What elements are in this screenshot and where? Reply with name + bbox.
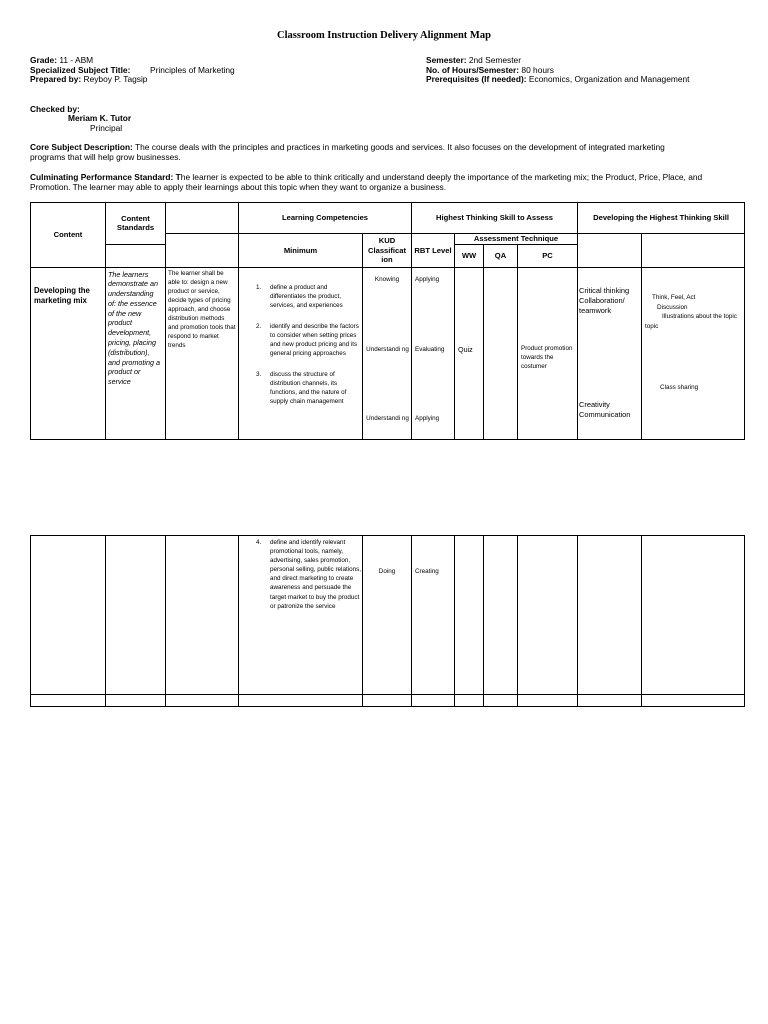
performance-standards-cell: The learner shall be able to: design a new product or service, decide types of pricing approach, and choose distribution methods and promotion tools that respond to market trends — [166, 267, 239, 439]
rbt-value: Creating — [415, 568, 439, 575]
culminating-lead: T — [175, 172, 181, 182]
prepared-line — [30, 74, 147, 84]
checked-name: Meriam K. Tutor — [68, 113, 132, 123]
header-developing-skill: Developing the Highest Thinking Skill — [578, 203, 745, 234]
skills-group: Critical thinking Collaboration/ teamwork — [579, 285, 630, 315]
kud-value: Knowing — [374, 275, 400, 283]
header-learning-competencies: Learning Competencies — [239, 203, 412, 234]
culminating-standard — [30, 172, 710, 192]
pc-cell — [518, 267, 578, 439]
core-label: Core Subject Description: — [30, 142, 133, 152]
core-text: The course deals with the principles and practices in marketing goods and services. It also focuses on the development of integrated marketing programs that will help grow businesses. — [30, 142, 665, 162]
rbt-value: Applying — [415, 414, 440, 422]
header-kud: KUD Classificat ion — [363, 234, 412, 268]
checked-role: Principal — [90, 123, 123, 133]
kud-cell — [363, 267, 412, 439]
header-highest-thinking-skill: Highest Thinking Skill to Assess — [412, 203, 578, 234]
competency-item: 3. discuss the structure of distribution channels, its functions, and the nature of supply chain management — [256, 371, 347, 406]
ww-cell — [455, 267, 484, 439]
header-minimum: Minimum — [239, 234, 363, 268]
strategy-item: topic — [645, 322, 659, 330]
minimum-competencies-cell — [239, 267, 363, 439]
grade-line — [30, 55, 93, 65]
semester-value: 2nd Semester — [468, 55, 521, 65]
strategy-item: Think, Feel, Act — [652, 293, 696, 301]
prereq-label: Prerequisites (If needed): — [426, 74, 527, 84]
ww-value: Quiz — [458, 344, 473, 354]
culminating-label: Culminating Performance Standard: — [30, 172, 174, 182]
competency-item: 2. identify and describe the factors to consider when setting prices and new product pricing and its general pricing approaches — [256, 322, 359, 358]
strategy-item: Illustrations about the topic — [662, 312, 737, 320]
rbt-cell — [412, 267, 455, 439]
header-ww: WW — [455, 244, 484, 267]
minimum-competencies-cell — [239, 536, 363, 695]
strategy-item: Class sharing — [660, 383, 699, 391]
qa-cell — [484, 267, 518, 439]
semester-line — [426, 55, 521, 65]
prepared-value: Reyboy P. Tagsip — [83, 74, 148, 84]
grade-label: Grade: — [30, 55, 57, 65]
hours-value: 80 hours — [521, 65, 554, 75]
prepared-label: Prepared by: — [30, 74, 82, 84]
subject-label: Specialized Subject Title: — [30, 65, 131, 75]
checked-label: Checked by: — [30, 104, 80, 114]
competency-item: 4. define and identify relevant promotional tools, namely, advertising, sales promotion, personal selling, public relations, and direct marketing to create awareness and persuade the target market to buy the product or patronize the service — [256, 539, 362, 610]
subject-value: Principles of Marketing — [150, 65, 235, 75]
page-title: Classroom Instruction Delivery Alignment Map — [277, 30, 491, 41]
rbt-value: Evaluating — [415, 345, 445, 353]
strategies-cell — [642, 267, 745, 439]
culminating-text: he learner is expected to be able to think critically and understand deeply the importance of the marketing mix; the Product, Price, Place, and Promotion. The learner may able to apply their learnings about this topic when they want to organize a business. — [30, 172, 703, 192]
header-content-standards: Content Standards — [106, 203, 166, 245]
alignment-table — [30, 202, 745, 440]
skills-group: Creativity Communication — [579, 399, 631, 419]
kud-value: Understandi ng — [366, 345, 409, 353]
skills-cell — [578, 267, 642, 439]
core-description — [30, 142, 690, 162]
rbt-value: Applying — [415, 275, 440, 283]
semester-label: Semester: — [426, 55, 467, 65]
header-assessment-technique: Assessment Technique — [455, 234, 578, 245]
header-qa: QA — [484, 244, 518, 267]
pc-value: Product promotion towards the costumer — [521, 344, 573, 370]
strategy-item: Discussion — [657, 303, 688, 311]
kud-value: Understandi ng — [366, 414, 409, 422]
header-rbt: RBT Level — [412, 234, 455, 268]
grade-value: 11 - ABM — [59, 55, 94, 65]
header-pc: PC — [518, 244, 578, 267]
header-content: Content — [31, 203, 106, 268]
prereq-line — [426, 74, 689, 84]
content-standards-cell: The learners demonstrate an understanding of: the essence of the new product development, pricing, placing (distribution), and promoting a product or service — [106, 267, 166, 439]
kud-cell — [363, 536, 412, 695]
rbt-cell — [412, 536, 455, 695]
alignment-table-continued — [30, 535, 745, 707]
competency-item: 1. define a product and differentiates the product, services, and experiences — [256, 283, 343, 309]
hours-label: No. of Hours/Semester: — [426, 65, 520, 75]
prereq-value: Economics, Organization and Management — [528, 74, 690, 84]
content-cell: Developing the marketing mix — [31, 267, 106, 439]
kud-value: Doing — [378, 568, 396, 575]
